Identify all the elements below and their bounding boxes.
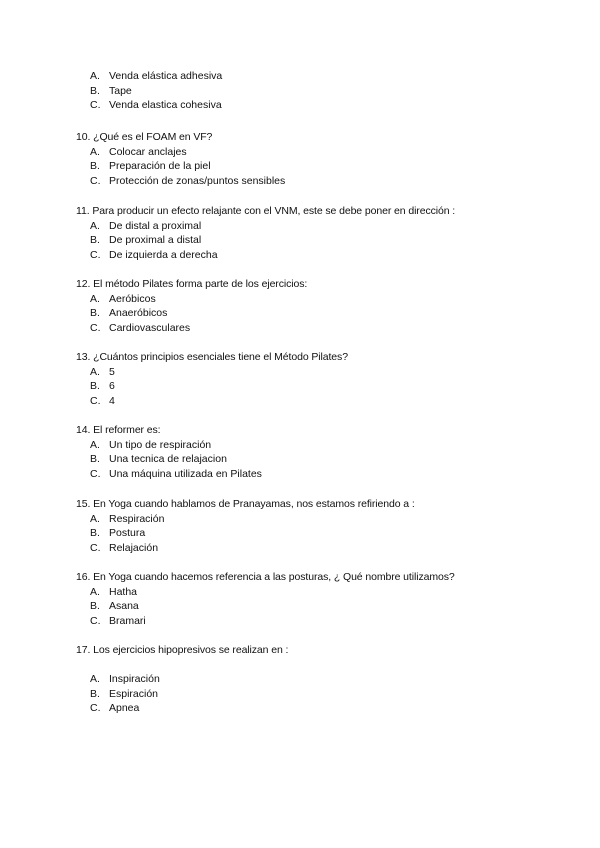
question-text	[76, 497, 526, 512]
option-c	[90, 701, 526, 716]
question-block-10	[76, 130, 526, 188]
option-b	[90, 526, 526, 541]
option-text: Hatha	[109, 585, 138, 598]
option-text: Apnea	[109, 702, 140, 715]
option-text: Protección de zonas/puntos sensibles	[109, 174, 286, 187]
option-text: Una tecnica de relajacion	[109, 453, 227, 466]
option-letter: C.	[90, 174, 101, 187]
option-letter: B.	[90, 160, 100, 173]
question-block-12	[76, 277, 526, 335]
question-number: 14.	[76, 424, 91, 436]
option-letter: A.	[90, 512, 100, 525]
option-b	[90, 687, 526, 702]
option-a	[90, 438, 526, 453]
blank-line	[76, 658, 526, 673]
option-letter: B.	[90, 234, 100, 247]
option-text: Venda elástica adhesiva	[109, 70, 223, 82]
option-text: Aeróbicos	[109, 292, 156, 305]
question-number: 17.	[76, 644, 91, 656]
option-letter: A.	[90, 292, 100, 305]
option-a	[90, 512, 526, 527]
question-number: 13.	[76, 351, 91, 363]
option-c	[90, 321, 526, 336]
option-b	[90, 599, 526, 614]
option-letter: A.	[90, 673, 100, 685]
options-list	[76, 585, 526, 629]
option-a	[90, 585, 526, 600]
option-text: Asana	[109, 600, 139, 613]
option-letter: C.	[90, 467, 101, 480]
option-c	[90, 394, 526, 409]
option-text: 4	[109, 394, 115, 407]
option-a	[90, 672, 526, 687]
option-text: Venda elastica cohesiva	[109, 99, 222, 112]
option-letter: B.	[90, 687, 100, 700]
option-letter: A.	[90, 585, 100, 598]
question-number: 15.	[76, 498, 91, 510]
question-label: En Yoga cuando hacemos referencia a las posturas, ¿ Qué nombre utilizamos?	[93, 571, 455, 583]
option-a	[90, 365, 526, 380]
question-text	[76, 643, 526, 658]
options-list	[76, 365, 526, 409]
option-letter: C.	[90, 702, 101, 715]
option-c	[90, 174, 526, 189]
option-text: Cardiovasculares	[109, 321, 191, 334]
options-list	[76, 145, 526, 189]
options-list	[76, 438, 526, 482]
option-letter: B.	[90, 527, 100, 540]
question-number: 11.	[76, 205, 90, 217]
option-b	[90, 84, 540, 99]
question-label: Para producir un efecto relajante con el VNM, este se debe poner en dirección :	[92, 205, 456, 217]
option-c	[90, 541, 526, 556]
question-label: Los ejercicios hipopresivos se realizan en :	[93, 644, 289, 656]
option-c	[90, 467, 526, 482]
option-letter: B.	[90, 380, 100, 393]
option-text: Un tipo de respiración	[109, 438, 212, 451]
option-b	[90, 306, 526, 321]
option-letter: B.	[90, 600, 100, 613]
option-text: De izquierda a derecha	[109, 248, 218, 261]
option-letter: A.	[90, 70, 100, 82]
option-text: Inspiración	[109, 673, 160, 685]
option-b	[90, 379, 526, 394]
options-list	[76, 219, 526, 263]
option-text: Postura	[109, 527, 146, 540]
option-letter: C.	[90, 99, 101, 112]
option-c	[90, 98, 540, 113]
option-text: Bramari	[109, 614, 146, 627]
question-block-16	[76, 570, 526, 628]
option-a	[90, 69, 540, 84]
question-label: ¿Qué es el FOAM en VF?	[93, 131, 213, 143]
option-text: Tape	[109, 84, 132, 97]
question-text	[76, 130, 526, 145]
question-label: ¿Cuántos principios esenciales tiene el Método Pilates?	[93, 351, 348, 363]
option-text: De distal a proximal	[109, 219, 202, 232]
options-list	[76, 512, 526, 556]
question-text	[76, 423, 526, 438]
options-list	[76, 672, 526, 716]
question-block-15	[76, 497, 526, 555]
question-block-9-options	[90, 69, 540, 113]
option-letter: C.	[90, 321, 101, 334]
question-block-11	[76, 204, 526, 262]
option-letter: A.	[90, 365, 100, 378]
question-label: El método Pilates forma parte de los ejercicios:	[93, 278, 308, 290]
question-text	[76, 350, 526, 365]
option-b	[90, 233, 526, 248]
option-letter: C.	[90, 541, 101, 554]
options-list	[90, 69, 540, 113]
option-a	[90, 219, 526, 234]
option-text: Espiración	[109, 687, 159, 700]
question-text	[76, 277, 526, 292]
option-text: Una máquina utilizada en Pilates	[109, 467, 262, 480]
option-c	[90, 248, 526, 263]
question-number: 16.	[76, 571, 91, 583]
option-letter: B.	[90, 453, 100, 466]
question-label: El reformer es:	[93, 424, 161, 436]
question-text	[76, 204, 526, 219]
question-number: 10.	[76, 131, 91, 143]
option-a	[90, 292, 526, 307]
options-list	[76, 292, 526, 336]
option-b	[90, 452, 526, 467]
option-letter: B.	[90, 307, 100, 320]
option-b	[90, 159, 526, 174]
option-letter: B.	[90, 84, 100, 97]
option-text: Respiración	[109, 512, 165, 525]
option-text: De proximal a distal	[109, 234, 202, 247]
question-text	[76, 570, 526, 585]
option-letter: C.	[90, 394, 101, 407]
question-block-13	[76, 350, 526, 408]
option-text: 5	[109, 365, 115, 378]
question-label: En Yoga cuando hablamos de Pranayamas, nos estamos refiriendo a :	[93, 498, 415, 510]
option-letter: C.	[90, 248, 101, 261]
option-a	[90, 145, 526, 160]
option-text: Anaeróbicos	[109, 307, 168, 320]
option-letter: A.	[90, 219, 100, 232]
option-text: Relajación	[109, 541, 159, 554]
option-letter: A.	[90, 145, 100, 158]
option-c	[90, 614, 526, 629]
option-text: Preparación de la piel	[109, 160, 211, 173]
option-text: Colocar anclajes	[109, 145, 187, 158]
question-block-14	[76, 423, 526, 481]
option-letter: C.	[90, 614, 101, 627]
option-text: 6	[109, 380, 115, 393]
question-number: 12.	[76, 278, 91, 290]
question-block-17	[76, 643, 526, 716]
option-letter: A.	[90, 438, 100, 451]
